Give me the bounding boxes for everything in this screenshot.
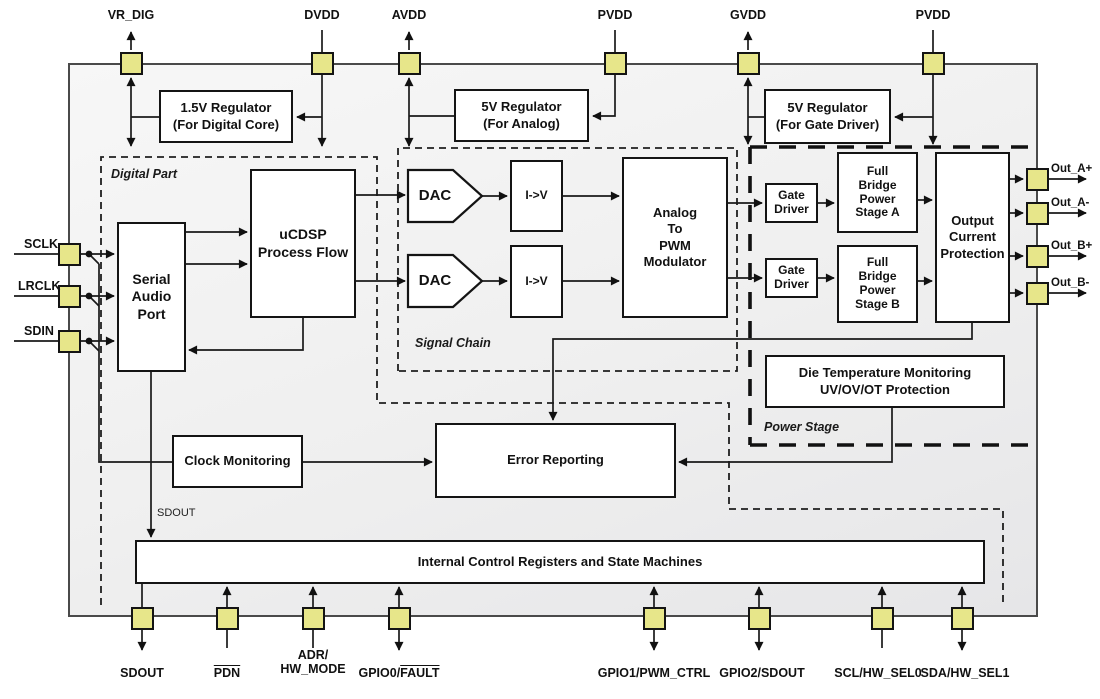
pad-sdout (131, 607, 154, 630)
label-sdout-internal: SDOUT (157, 507, 196, 519)
pin-label-avdd: AVDD (391, 8, 427, 22)
pad-sda-hw-sel1 (951, 607, 974, 630)
pin-label-vr-dig: VR_DIG (107, 8, 155, 22)
block-internal-control-registers: Internal Control Registers and State Machines (135, 540, 985, 584)
pad-dvdd (311, 52, 334, 75)
region-label-signal-chain: Signal Chain (415, 336, 491, 350)
gpio0-prefix-text: GPIO0/ (358, 666, 401, 680)
block-ucdsp-process-flow: uCDSP Process Flow (250, 169, 356, 318)
pin-label-adr-hw-mode: ADR/ HW_MODE (280, 648, 346, 677)
pin-label-pvdd-1: PVDD (597, 8, 633, 22)
block-error-reporting: Error Reporting (435, 423, 676, 498)
pin-label-gvdd: GVDD (729, 8, 767, 22)
pin-label-sda-hw-sel1: SDA/HW_SEL1 (920, 666, 1010, 680)
block-analog-to-pwm-modulator: Analog To PWM Modulator (622, 157, 728, 318)
block-reg-analog: 5V Regulator (For Analog) (454, 89, 589, 142)
pad-vr-dig (120, 52, 143, 75)
pad-adr-hw-mode (302, 607, 325, 630)
pad-avdd (398, 52, 421, 75)
block-die-temperature-monitoring: Die Temperature Monitoring UV/OV/OT Protection (765, 355, 1005, 408)
pin-label-gpio0-fault (334, 666, 464, 680)
block-full-bridge-power-stage-b: Full Bridge Power Stage B (837, 245, 918, 323)
pin-label-gpio2-sdout: GPIO2/SDOUT (719, 666, 805, 680)
pin-label-pdn (177, 666, 277, 680)
pin-label-sclk: SCLK (24, 237, 59, 251)
pad-pdn (216, 607, 239, 630)
block-reg-digital-core: 1.5V Regulator (For Digital Core) (159, 90, 293, 143)
pad-gpio0-fault (388, 607, 411, 630)
pdn-overline-text: $\overline{PDN}$ (213, 666, 241, 680)
pin-label-dvdd: DVDD (304, 8, 340, 22)
pad-out-b-minus (1026, 282, 1049, 305)
pad-gpio2-sdout (748, 607, 771, 630)
block-dac-a: DAC (418, 186, 452, 204)
pad-out-a-minus (1026, 202, 1049, 225)
block-gate-driver-a: Gate Driver (765, 183, 818, 223)
pad-scl-hw-sel0 (871, 607, 894, 630)
block-output-current-protection: Output Current Protection (935, 152, 1010, 323)
pin-label-scl-hw-sel0: SCL/HW_SEL0 (834, 666, 922, 680)
pin-label-out-a-minus: Out_A- (1051, 197, 1090, 209)
pad-out-a-plus (1026, 168, 1049, 191)
pin-label-lrclk: LRCLK (18, 279, 61, 293)
pin-label-out-b-plus: Out_B+ (1051, 240, 1093, 252)
block-full-bridge-power-stage-a: Full Bridge Power Stage A (837, 152, 918, 233)
pad-gvdd (737, 52, 760, 75)
pin-label-out-b-minus: Out_B- (1051, 277, 1090, 289)
pin-label-gpio1-pwm-ctrl: GPIO1/PWM_CTRL (597, 666, 711, 680)
region-label-digital-part: Digital Part (111, 167, 177, 181)
block-serial-audio-port: Serial Audio Port (117, 222, 186, 372)
pad-gpio1-pwm-ctrl (643, 607, 666, 630)
block-i-to-v-b: I->V (510, 245, 563, 318)
block-clock-monitoring: Clock Monitoring (172, 435, 303, 488)
block-reg-gate-driver: 5V Regulator (For Gate Driver) (764, 89, 891, 144)
block-i-to-v-a: I->V (510, 160, 563, 232)
pad-pvdd-2 (922, 52, 945, 75)
pad-pvdd-1 (604, 52, 627, 75)
pin-label-sdin: SDIN (24, 324, 54, 338)
pin-label-sdout: SDOUT (120, 666, 164, 680)
pad-out-b-plus (1026, 245, 1049, 268)
pin-label-out-a-plus: Out_A+ (1051, 163, 1093, 175)
fault-overline-text: FAULT (400, 666, 440, 680)
block-dac-b: DAC (418, 271, 452, 289)
region-label-power-stage: Power Stage (764, 420, 840, 434)
pin-label-pvdd-2: PVDD (915, 8, 951, 22)
block-gate-driver-b: Gate Driver (765, 258, 818, 298)
